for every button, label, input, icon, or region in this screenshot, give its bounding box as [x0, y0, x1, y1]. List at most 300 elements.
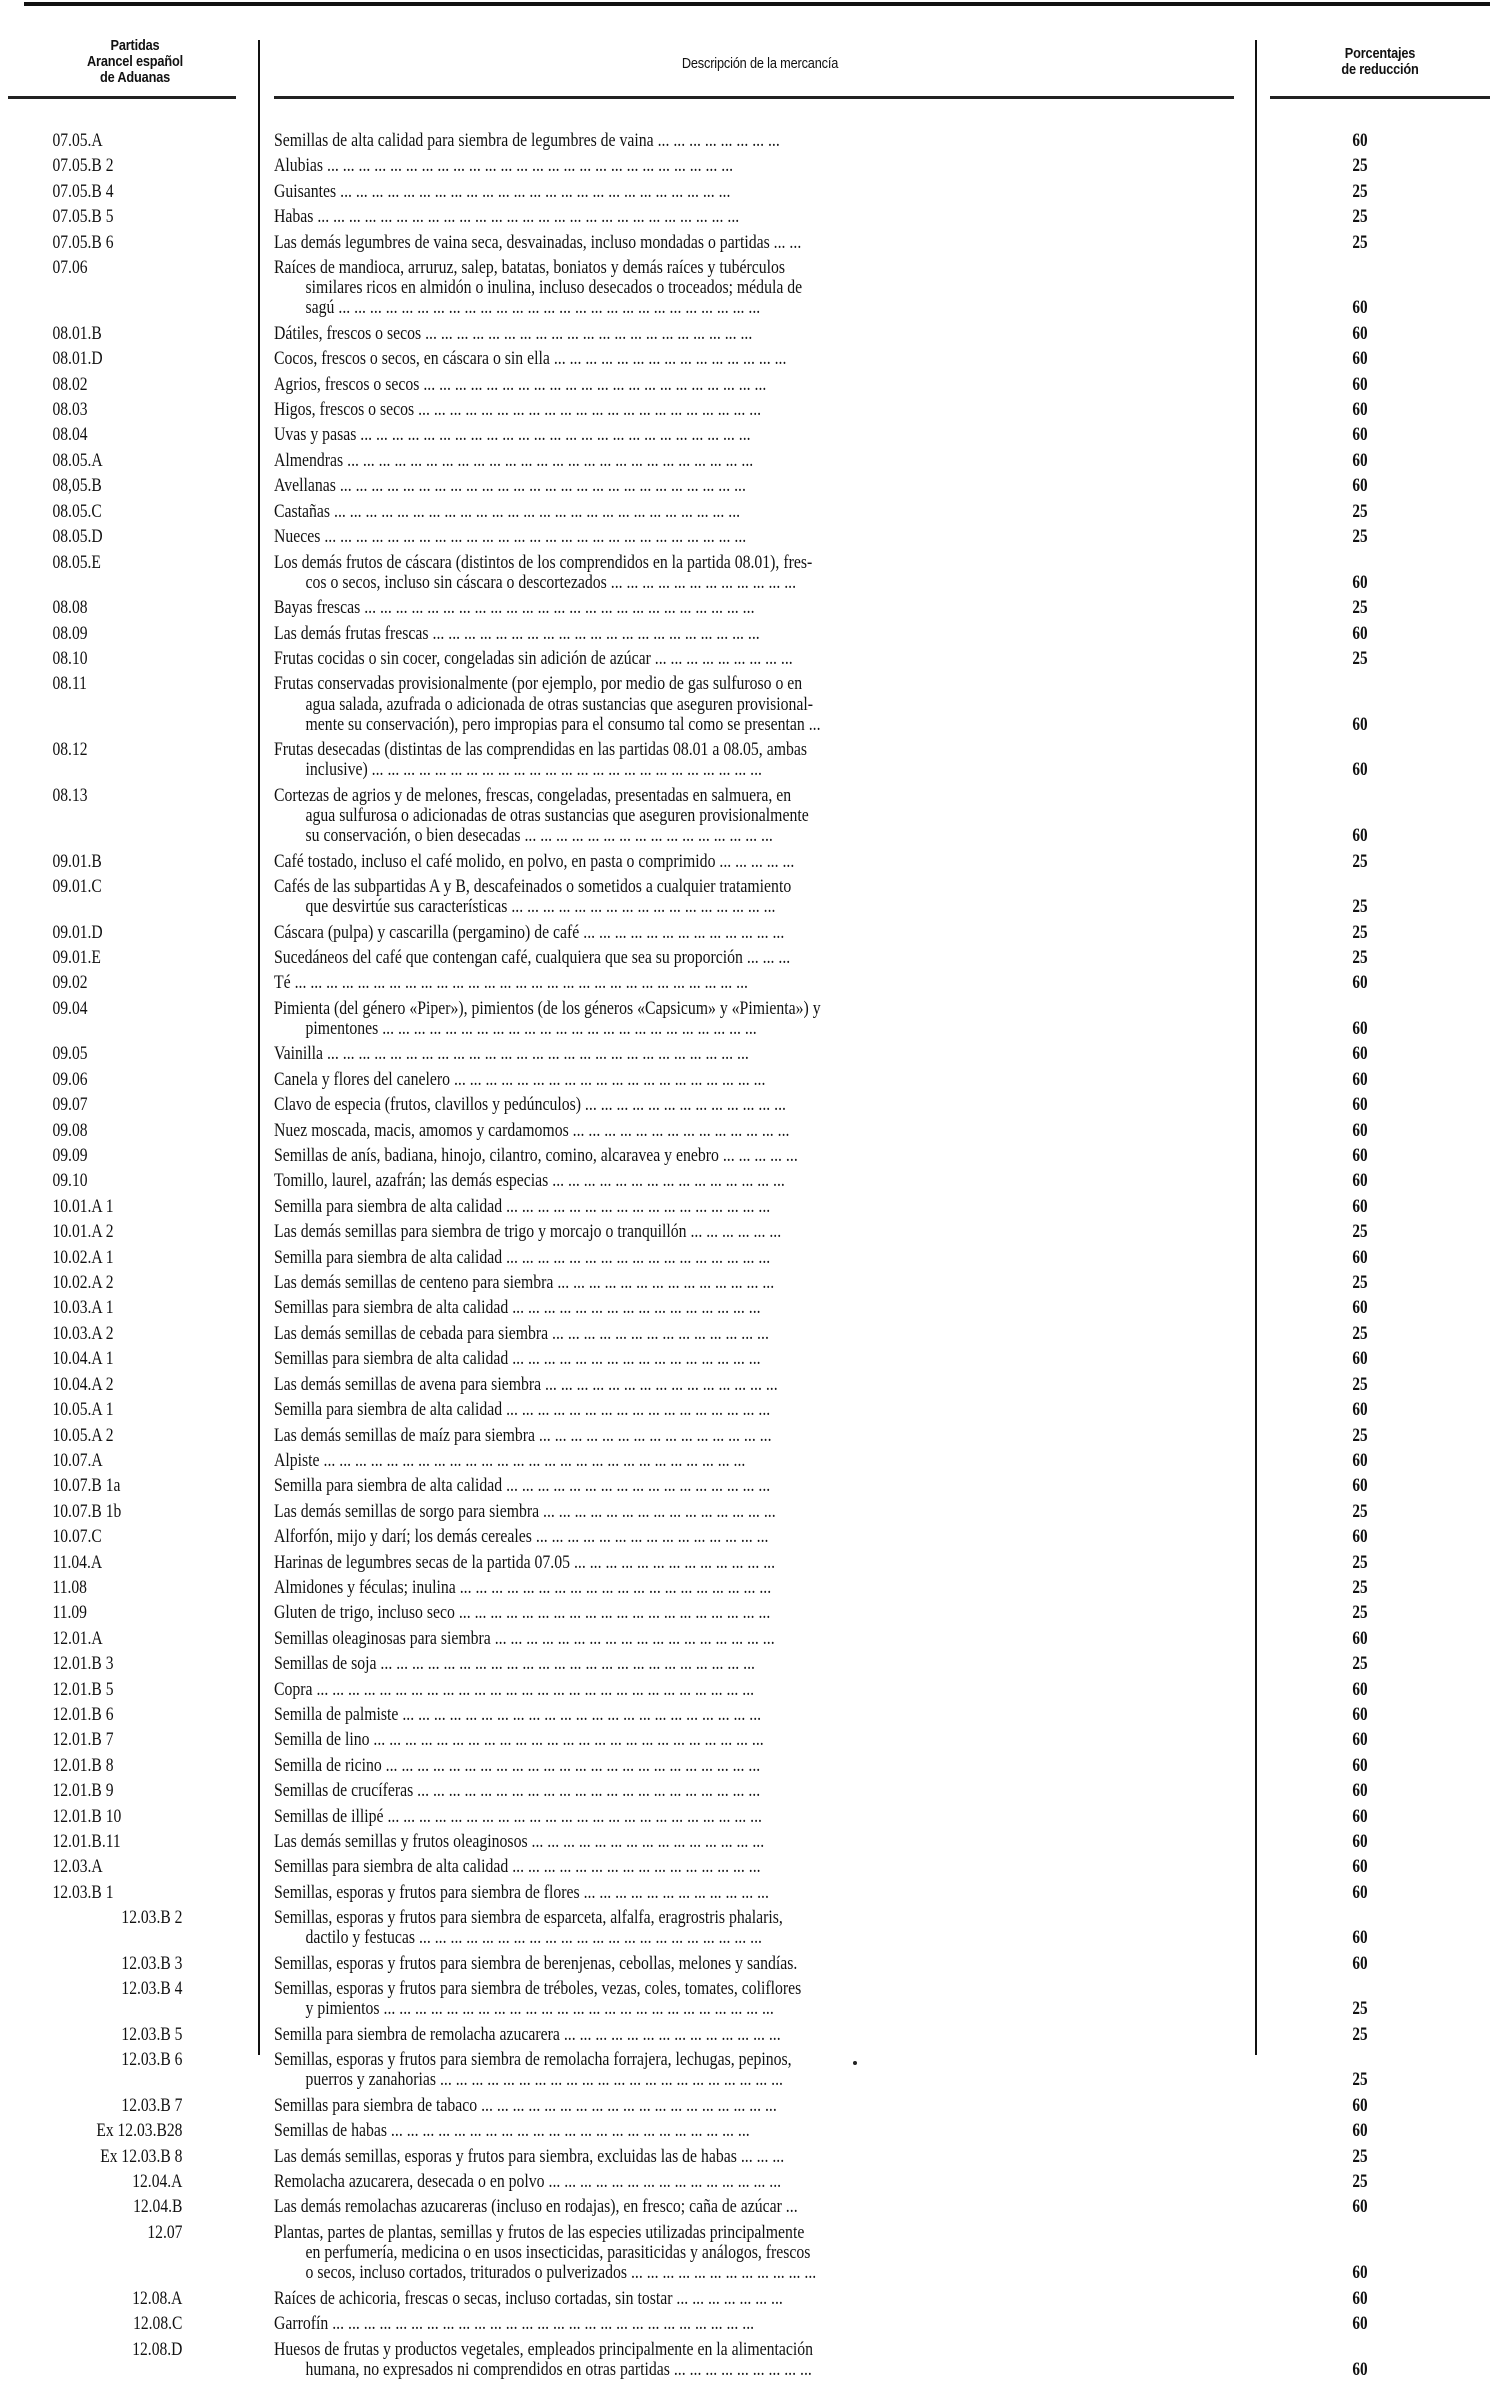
table-row — [0, 2197, 1500, 2222]
partida-code: 12.01.B 8 — [52, 1754, 114, 1776]
partida-code: 12.01.B 6 — [52, 1703, 114, 1725]
description-line: dactilo y festucas ... ... ... ... ... ... ... ... ... ... ... ... ... ... ... ... ... ... ... ... ... ... — [305, 1928, 762, 1949]
description-line: Semillas de soja ... ... ... ... ... ... ... ... ... ... ... ... ... ... ... ... ... ... ... ... ... ... ... ... — [274, 1654, 755, 1675]
partida-code: 09.09 — [52, 1145, 88, 1167]
reduction-percentage: 60 — [1352, 297, 1368, 319]
description-line: Las demás semillas de centeno para siembra ... ... ... ... ... ... ... ... ... ... ... ... ... ... — [274, 1273, 775, 1294]
table-row — [0, 1807, 1500, 1832]
description — [274, 1375, 1254, 1400]
reduction-percentage: 60 — [1352, 130, 1368, 151]
table-row — [0, 207, 1500, 232]
description — [274, 999, 1254, 1045]
partida-code: 12.03.B 3 — [121, 1952, 183, 1974]
description-line: Frutas conservadas provisionalmente (por ejemplo, por medio de gas sulfuroso o en — [274, 674, 803, 695]
description — [274, 1324, 1254, 1349]
description — [274, 2025, 1254, 2050]
description-line: Remolacha azucarera, desecada o en polvo ... ... ... ... ... ... ... ... ... ... ... ... ... ... ... — [274, 2172, 782, 2193]
reduction-percentage: 60 — [1352, 1627, 1368, 1649]
partida-code: 09.04 — [52, 997, 88, 1019]
partida-code: 10.07.C — [52, 1526, 102, 1548]
description — [274, 2172, 1254, 2197]
table-row — [0, 1832, 1500, 1857]
description — [274, 1680, 1254, 1705]
reduction-percentage: 60 — [1352, 1780, 1368, 1802]
partida-code: 12.03.A — [52, 1856, 103, 1878]
description — [274, 1349, 1254, 1374]
reduction-percentage: 60 — [1352, 1856, 1368, 1878]
table-row — [0, 1954, 1500, 1979]
table-row — [0, 1908, 1500, 1954]
partida-code: 12.04.B — [133, 2196, 183, 2218]
partida-code: 08.12 — [52, 739, 88, 761]
table-row — [0, 674, 1500, 740]
description-line: Semillas para siembra de alta calidad ... ... ... ... ... ... ... ... ... ... ... ... ... ... ... ... — [274, 1298, 761, 1319]
table-row — [0, 1070, 1500, 1095]
description — [274, 131, 1254, 156]
table-row — [0, 2314, 1500, 2339]
table-row — [0, 324, 1500, 349]
reduction-percentage: 60 — [1352, 1703, 1368, 1725]
reduction-percentage: 60 — [1352, 1348, 1368, 1370]
description-line: Tomillo, laurel, azafrán; las demás especias ... ... ... ... ... ... ... ... ... ... ... ... ... ... ... — [274, 1171, 785, 1192]
description-line: Semillas de habas ... ... ... ... ... ... ... ... ... ... ... ... ... ... ... ... ... ... ... ... ... ... ... — [274, 2121, 750, 2142]
partida-code: 08.05.D — [52, 526, 103, 548]
reduction-percentage: 60 — [1352, 2358, 1368, 2380]
partida-code: 12.08.A — [132, 2287, 183, 2309]
reduction-percentage: 60 — [1352, 1399, 1368, 1421]
table-row — [0, 1756, 1500, 1781]
description — [274, 923, 1254, 948]
description-line: Harinas de legumbres secas de la partida 07.05 ... ... ... ... ... ... ... ... ... ... ... ... ... — [274, 1552, 776, 1573]
description — [274, 1781, 1254, 1806]
description-line: Semilla para siembra de alta calidad ... ... ... ... ... ... ... ... ... ... ... ... ... ... ... ... ... — [274, 1400, 771, 1421]
description-line: su conservación, o bien desecadas ... ... ... ... ... ... ... ... ... ... ... ... ... ... ... ... — [305, 826, 773, 847]
page-mark — [853, 2061, 857, 2065]
reduction-percentage: 60 — [1352, 1475, 1368, 1497]
table-row — [0, 1426, 1500, 1451]
table-row — [0, 1680, 1500, 1705]
partida-code: 10.04.A 2 — [52, 1373, 114, 1395]
table-row — [0, 527, 1500, 552]
description-line: Las demás semillas de maíz para siembra ... ... ... ... ... ... ... ... ... ... ... ... ... ... ... — [274, 1425, 772, 1446]
reduction-percentage: 60 — [1352, 2287, 1368, 2309]
description — [274, 1527, 1254, 1552]
description-line: Dátiles, frescos o secos ... ... ... ... ... ... ... ... ... ... ... ... ... ... ... ... ... ... ... ... ... — [274, 323, 753, 344]
reduction-percentage: 60 — [1352, 449, 1368, 471]
table-row — [0, 553, 1500, 599]
table-row — [0, 2096, 1500, 2121]
reduction-percentage: 25 — [1352, 206, 1368, 228]
description-line: Cocos, frescos o secos, en cáscara o sin ella ... ... ... ... ... ... ... ... ... ... ... ... ... ... ... — [274, 349, 787, 370]
description — [274, 598, 1254, 623]
table-row — [0, 2025, 1500, 2050]
partida-code: 09.01.B — [52, 850, 102, 872]
reduction-percentage: 25 — [1352, 1373, 1368, 1395]
partida-code: 08.02 — [52, 373, 88, 395]
description — [274, 2096, 1254, 2121]
partida-code: 08.05.C — [52, 500, 102, 522]
description-line: agua salada, azufrada o adicionada de otras sustancias que aseguren provisional- — [305, 694, 814, 715]
description — [274, 1756, 1254, 1781]
description-line: Las demás semillas, esporas y frutos para siembra, excluidas las de habas ... ... ... — [274, 2146, 785, 2167]
partida-code: 09.01.C — [52, 875, 102, 897]
description — [274, 1654, 1254, 1679]
description-line: Frutas cocidas o sin cocer, congeladas sin adición de azúcar ... ... ... ... ... ... ... ... ... — [274, 648, 793, 669]
partida-code: 08.05.E — [52, 551, 101, 573]
description — [274, 324, 1254, 349]
reduction-percentage: 25 — [1352, 2069, 1368, 2091]
reduction-percentage: 60 — [1352, 2120, 1368, 2142]
partida-code: 08.09 — [52, 622, 88, 644]
description-line: Cafés de las subpartidas A y B, descafeinados o sometidos a cualquier tratamiento — [274, 876, 792, 897]
partida-code: 12.03.B 1 — [52, 1881, 114, 1903]
description-line: Las demás semillas de avena para siembra ... ... ... ... ... ... ... ... ... ... ... ... ... ... ... — [274, 1374, 778, 1395]
reduction-percentage: 60 — [1352, 1526, 1368, 1548]
description-line: Cortezas de agrios y de melones, frescas, congeladas, presentadas en salmuera, en — [274, 785, 792, 806]
description-line: Semillas para siembra de alta calidad ... ... ... ... ... ... ... ... ... ... ... ... ... ... ... ... — [274, 1857, 761, 1878]
partida-code: 08.03 — [52, 399, 88, 421]
description-line: agua sulfurosa o adicionadas de otras sustancias que aseguren provisionalmente — [305, 805, 809, 826]
partida-code: 12.03.B 6 — [121, 2049, 183, 2071]
reduction-percentage: 60 — [1352, 622, 1368, 644]
table-row — [0, 1349, 1500, 1374]
table-row — [0, 740, 1500, 786]
description-line: Clavo de especia (frutos, clavillos y pedúnculos) ... ... ... ... ... ... ... ... ... ... ... ... ... — [274, 1095, 787, 1116]
description-line: Sucedáneos del café que contengan café, cualquiera que sea su proporción ... ... ... — [274, 947, 791, 968]
table-row — [0, 999, 1500, 1045]
description — [274, 1248, 1254, 1273]
description-line: Semillas, esporas y frutos para siembra de remolacha forrajera, lechugas, pepinos, — [274, 2050, 792, 2071]
reduction-percentage: 60 — [1352, 1952, 1368, 1974]
reduction-percentage: 60 — [1352, 571, 1368, 593]
table-row — [0, 2147, 1500, 2172]
reduction-percentage: 25 — [1352, 1653, 1368, 1675]
header-porcentajes — [1282, 46, 1478, 78]
reduction-percentage: 60 — [1352, 2262, 1368, 2284]
header-porcentajes-line: de reducción — [1341, 61, 1419, 78]
top-rule — [24, 2, 1490, 6]
description-line: Las demás frutas frescas ... ... ... ... ... ... ... ... ... ... ... ... ... ... ... ... ... ... ... ... ... — [274, 623, 760, 644]
table-row — [0, 1248, 1500, 1273]
reduction-percentage: 25 — [1352, 2145, 1368, 2167]
description-line: Semillas de crucíferas ... ... ... ... ... ... ... ... ... ... ... ... ... ... ... ... ... ... ... ... ... ... — [274, 1781, 761, 1802]
description — [274, 1954, 1254, 1979]
partida-code: 12.01.B 9 — [52, 1780, 114, 1802]
partida-code: 07.05.B 6 — [52, 231, 114, 253]
description — [274, 1502, 1254, 1527]
reduction-percentage: 60 — [1352, 1170, 1368, 1192]
description — [274, 948, 1254, 973]
description-line: Semillas de alta calidad para siembra de legumbres de vaina ... ... ... ... ... ... ... ... — [274, 131, 780, 151]
table-row — [0, 1857, 1500, 1882]
header-descripcion: Descripción de la mercancía — [681, 55, 839, 72]
partida-code: 10.02.A 2 — [52, 1272, 114, 1294]
reduction-percentage: 60 — [1352, 2313, 1368, 2335]
description — [274, 1883, 1254, 1908]
description-line: Canela y flores del canelero ... ... ... ... ... ... ... ... ... ... ... ... ... ... ... ... ... ... ... ... — [274, 1069, 766, 1090]
reduction-percentage: 25 — [1352, 2023, 1368, 2045]
table-row — [0, 1095, 1500, 1120]
header-partidas-line: de Aduanas — [99, 69, 171, 86]
description-line: pimentones ... ... ... ... ... ... ... ... ... ... ... ... ... ... ... ... ... ... ... ... ... ... ... ... — [305, 1019, 757, 1039]
table-row — [0, 852, 1500, 877]
partida-code: 09.10 — [52, 1170, 88, 1192]
description — [274, 674, 1254, 740]
description — [274, 451, 1254, 476]
description — [274, 1222, 1254, 1247]
reduction-percentage: 60 — [1352, 825, 1368, 847]
description-line: Alforfón, mijo y darí; los demás cereales ... ... ... ... ... ... ... ... ... ... ... ... ... ... ... — [274, 1527, 769, 1548]
description-line: Semillas para siembra de alta calidad ... ... ... ... ... ... ... ... ... ... ... ... ... ... ... ... — [274, 1349, 761, 1370]
table-row — [0, 1603, 1500, 1628]
reduction-percentage: 25 — [1352, 1322, 1368, 1344]
table-row — [0, 1451, 1500, 1476]
description-line: Copra ... ... ... ... ... ... ... ... ... ... ... ... ... ... ... ... ... ... ... ... ... ... ... ... ... ... ... ... — [274, 1679, 755, 1700]
reduction-percentage: 25 — [1352, 647, 1368, 669]
table-row — [0, 1197, 1500, 1222]
description-line: Alubias ... ... ... ... ... ... ... ... ... ... ... ... ... ... ... ... ... ... ... ... ... ... ... ... ... ... — [274, 156, 734, 177]
reduction-percentage: 25 — [1352, 2171, 1368, 2193]
reduction-percentage: 25 — [1352, 1998, 1368, 2020]
reduction-percentage: 25 — [1352, 1602, 1368, 1624]
reduction-percentage: 60 — [1352, 1068, 1368, 1090]
description-line: cos o secos, incluso sin cáscara o descortezados ... ... ... ... ... ... ... ... ... ... ... ... — [305, 572, 797, 593]
description-line: Las demás semillas de cebada para siembra ... ... ... ... ... ... ... ... ... ... ... ... ... ... — [274, 1323, 769, 1344]
description — [274, 425, 1254, 450]
description-line: Semilla para siembra de alta calidad ... ... ... ... ... ... ... ... ... ... ... ... ... ... ... ... ... — [274, 1476, 771, 1497]
partida-code: 11.08 — [52, 1576, 87, 1598]
partida-code: 12.01.A — [52, 1627, 103, 1649]
description — [274, 649, 1254, 674]
description-line: Plantas, partes de plantas, semillas y frutos de las especies utilizadas principalmente — [274, 2222, 805, 2243]
partida-code: 12.07 — [147, 2221, 183, 2243]
table-row — [0, 2172, 1500, 2197]
description — [274, 1197, 1254, 1222]
description-line: Gluten de trigo, incluso seco ... ... ... ... ... ... ... ... ... ... ... ... ... ... ... ... ... ... ... ... — [274, 1603, 771, 1624]
partida-code: 07.05.B 4 — [52, 180, 114, 202]
table-row — [0, 786, 1500, 852]
reduction-percentage: 60 — [1352, 1246, 1368, 1268]
table-row — [0, 425, 1500, 450]
partida-code: 12.03.B 5 — [121, 2023, 183, 2045]
header-partidas-line: Arancel español — [87, 53, 183, 70]
reduction-percentage: 25 — [1352, 1221, 1368, 1243]
description — [274, 1476, 1254, 1501]
table-row — [0, 400, 1500, 425]
partida-code: 10.01.A 1 — [52, 1195, 114, 1217]
partida-code: 08.08 — [52, 597, 88, 619]
table-row — [0, 2121, 1500, 2146]
reduction-percentage: 25 — [1352, 1551, 1368, 1573]
description-line: puerros y zanahorias ... ... ... ... ... ... ... ... ... ... ... ... ... ... ... ... ... ... ... ... ... ... — [305, 2070, 783, 2091]
partida-code: 08.11 — [52, 673, 87, 695]
description-line: Las demás semillas para siembra de trigo y morcajo o tranquillón ... ... ... ... ... ... — [274, 1222, 782, 1243]
description-line: Vainilla ... ... ... ... ... ... ... ... ... ... ... ... ... ... ... ... ... ... ... ... ... ... ... ... ... ... ... — [274, 1044, 749, 1065]
reduction-percentage: 60 — [1352, 1805, 1368, 1827]
description — [274, 1857, 1254, 1882]
table-row — [0, 1044, 1500, 1069]
partida-code: 10.07.B 1b — [52, 1500, 122, 1522]
description-line: o secos, incluso cortados, triturados o pulverizados ... ... ... ... ... ... ... ... ... ... ... ... — [305, 2263, 817, 2284]
table-row — [0, 1273, 1500, 1298]
tariff-table — [0, 131, 1500, 2385]
partida-code: 10.04.A 1 — [52, 1348, 114, 1370]
description — [274, 1705, 1254, 1730]
table-row — [0, 973, 1500, 998]
reduction-percentage: 60 — [1352, 972, 1368, 994]
description — [274, 1121, 1254, 1146]
table-row — [0, 1146, 1500, 1171]
partida-code: 07.05.B 2 — [52, 155, 114, 177]
reduction-percentage: 60 — [1352, 1754, 1368, 1776]
partida-code: 09.02 — [52, 972, 88, 994]
reduction-percentage: 60 — [1352, 1094, 1368, 1116]
reduction-percentage: 60 — [1352, 713, 1368, 735]
description — [274, 1730, 1254, 1755]
description — [274, 233, 1254, 258]
partida-code: 09.05 — [52, 1043, 88, 1065]
table-row — [0, 1781, 1500, 1806]
description — [274, 1146, 1254, 1171]
description — [274, 1095, 1254, 1120]
table-row — [0, 1730, 1500, 1755]
table-row — [0, 375, 1500, 400]
description — [274, 1553, 1254, 1578]
partida-code: Ex 12.03.B28 — [96, 2120, 183, 2142]
reduction-percentage: 25 — [1352, 500, 1368, 522]
partida-code: 10.05.A 1 — [52, 1399, 114, 1421]
description-line: Uvas y pasas ... ... ... ... ... ... ... ... ... ... ... ... ... ... ... ... ... ... ... ... ... ... ... ... ... — [274, 425, 751, 446]
description — [274, 1832, 1254, 1857]
partida-code: 08,05.B — [52, 475, 102, 497]
table-row — [0, 1527, 1500, 1552]
table-row — [0, 923, 1500, 948]
partida-code: 08.05.A — [52, 449, 103, 471]
header-porcentajes-line: Porcentajes — [1344, 45, 1416, 62]
table-row — [0, 1883, 1500, 1908]
description-line: Semillas para siembra de tabaco ... ... ... ... ... ... ... ... ... ... ... ... ... ... ... ... ... ... ... — [274, 2095, 777, 2116]
table-row — [0, 624, 1500, 649]
description-line: Té ... ... ... ... ... ... ... ... ... ... ... ... ... ... ... ... ... ... ... ... ... ... ... ... ... ... ... ... ... — [274, 973, 748, 994]
table-row — [0, 2050, 1500, 2096]
table-row — [0, 233, 1500, 258]
description-line: Bayas frescas ... ... ... ... ... ... ... ... ... ... ... ... ... ... ... ... ... ... ... ... ... ... ... ... ... — [274, 598, 755, 619]
description-line: Raíces de mandioca, arruruz, salep, batatas, boniatos y demás raíces y tubérculos — [274, 258, 786, 279]
table-row — [0, 1298, 1500, 1323]
partida-code: 08.04 — [52, 424, 88, 446]
table-row — [0, 1171, 1500, 1196]
table-row — [0, 1400, 1500, 1425]
description-line: Nuez moscada, macis, amomos y cardamomos ... ... ... ... ... ... ... ... ... ... ... ... ... ... — [274, 1120, 790, 1141]
description — [274, 1171, 1254, 1196]
table-row — [0, 649, 1500, 674]
description-line: Café tostado, incluso el café molido, en polvo, en pasta o comprimido ... ... ... ... ... — [274, 851, 795, 872]
partida-code: 09.06 — [52, 1068, 88, 1090]
description-line: Semilla para siembra de remolacha azucarera ... ... ... ... ... ... ... ... ... ... ... ... ... ... — [274, 2024, 781, 2045]
description — [274, 2147, 1254, 2172]
description-line: Las demás semillas y frutos oleaginosos ... ... ... ... ... ... ... ... ... ... ... ... ... ... ... — [274, 1832, 765, 1852]
table-row — [0, 502, 1500, 527]
partida-code: Ex 12.03.B 8 — [100, 2145, 183, 2167]
reduction-percentage: 60 — [1352, 424, 1368, 446]
table-row — [0, 1324, 1500, 1349]
description-line: Higos, frescos o secos ... ... ... ... ... ... ... ... ... ... ... ... ... ... ... ... ... ... ... ... ... ... — [274, 400, 762, 421]
description — [274, 1070, 1254, 1095]
description — [274, 2223, 1254, 2289]
description-line: Semillas de illipé ... ... ... ... ... ... ... ... ... ... ... ... ... ... ... ... ... ... ... ... ... ... ... ... — [274, 1806, 762, 1827]
reduction-percentage: 60 — [1352, 1881, 1368, 1903]
reduction-percentage: 25 — [1352, 180, 1368, 202]
reduction-percentage: 60 — [1352, 1119, 1368, 1141]
description-line: Semilla de palmiste ... ... ... ... ... ... ... ... ... ... ... ... ... ... ... ... ... ... ... ... ... ... ... — [274, 1704, 762, 1725]
reduction-percentage: 25 — [1352, 946, 1368, 968]
description-line: Raíces de achicoria, frescas o secas, incluso cortadas, sin tostar ... ... ... ... ... ... ... — [274, 2288, 783, 2309]
table-row — [0, 2223, 1500, 2289]
description — [274, 1400, 1254, 1425]
reduction-percentage: 60 — [1352, 1017, 1368, 1039]
description-line: Semilla de lino ... ... ... ... ... ... ... ... ... ... ... ... ... ... ... ... ... ... ... ... ... ... ... ... ... — [274, 1730, 764, 1751]
description — [274, 1298, 1254, 1323]
description-line: Pimienta (del género «Piper»), pimientos (de los géneros «Capsicum» y «Pimienta») y — [274, 998, 821, 1019]
description-line: Frutas desecadas (distintas de las comprendidas en las partidas 08.01 a 08.05, ambas — [274, 740, 807, 761]
description-line: Cáscara (pulpa) y cascarilla (pergamino) de café ... ... ... ... ... ... ... ... ... ... ... ... ... — [274, 922, 785, 943]
reduction-percentage: 60 — [1352, 2094, 1368, 2116]
partida-code: 12.01.B.11 — [52, 1831, 121, 1852]
reduction-percentage: 60 — [1352, 1145, 1368, 1167]
description-line: Almendras ... ... ... ... ... ... ... ... ... ... ... ... ... ... ... ... ... ... ... ... ... ... ... ... ... ... — [274, 450, 754, 471]
header-partidas — [37, 38, 233, 86]
reduction-percentage: 60 — [1352, 373, 1368, 395]
description — [274, 476, 1254, 501]
reduction-percentage: 60 — [1352, 348, 1368, 370]
description — [274, 786, 1254, 852]
description — [274, 1426, 1254, 1451]
reduction-percentage: 25 — [1352, 231, 1368, 253]
description — [274, 400, 1254, 425]
description-line: Avellanas ... ... ... ... ... ... ... ... ... ... ... ... ... ... ... ... ... ... ... ... ... ... ... ... ... ... — [274, 476, 746, 497]
partida-code: 10.03.A 1 — [52, 1297, 114, 1319]
description-line: Las demás remolachas azucareras (incluso en rodajas), en fresco; caña de azúcar ... — [274, 2197, 798, 2218]
partida-code: 12.03.B 7 — [121, 2094, 183, 2116]
description — [274, 1807, 1254, 1832]
description-line: Huesos de frutas y productos vegetales, empleados principalmente en la alimentación — [274, 2339, 814, 2360]
reduction-percentage: 25 — [1352, 1500, 1368, 1522]
description — [274, 258, 1254, 324]
partida-code: 12.04.A — [132, 2171, 183, 2193]
reduction-percentage: 60 — [1352, 1449, 1368, 1471]
description-line: y pimientos ... ... ... ... ... ... ... ... ... ... ... ... ... ... ... ... ... ... ... ... ... ... ... ... ... — [305, 1999, 774, 2020]
description — [274, 2050, 1254, 2096]
description-line: Almidones y féculas; inulina ... ... ... ... ... ... ... ... ... ... ... ... ... ... ... ... ... ... ... ... — [274, 1577, 772, 1598]
reduction-percentage: 60 — [1352, 1043, 1368, 1065]
partida-code: 12.03.B 4 — [121, 1978, 183, 2000]
description-line: Semillas, esporas y frutos para siembra de tréboles, vezas, coles, tomates, coliflores — [274, 1979, 802, 2000]
description — [274, 527, 1254, 552]
partida-code: 12.01.B 10 — [52, 1805, 122, 1827]
reduction-percentage: 25 — [1352, 921, 1368, 943]
partida-code: 09.08 — [52, 1119, 88, 1141]
table-row — [0, 877, 1500, 923]
reduction-percentage: 25 — [1352, 155, 1368, 177]
table-row — [0, 948, 1500, 973]
reduction-percentage: 60 — [1352, 1195, 1368, 1217]
partida-code: 12.01.B 5 — [52, 1678, 114, 1700]
reduction-percentage: 25 — [1352, 850, 1368, 872]
description — [274, 2197, 1254, 2222]
description-line: Semilla para siembra de alta calidad ... ... ... ... ... ... ... ... ... ... ... ... ... ... ... ... ... — [274, 1247, 771, 1268]
description — [274, 2289, 1254, 2314]
description-line: similares ricos en almidón o inulina, incluso desecados o troceados; médula de — [305, 278, 803, 299]
